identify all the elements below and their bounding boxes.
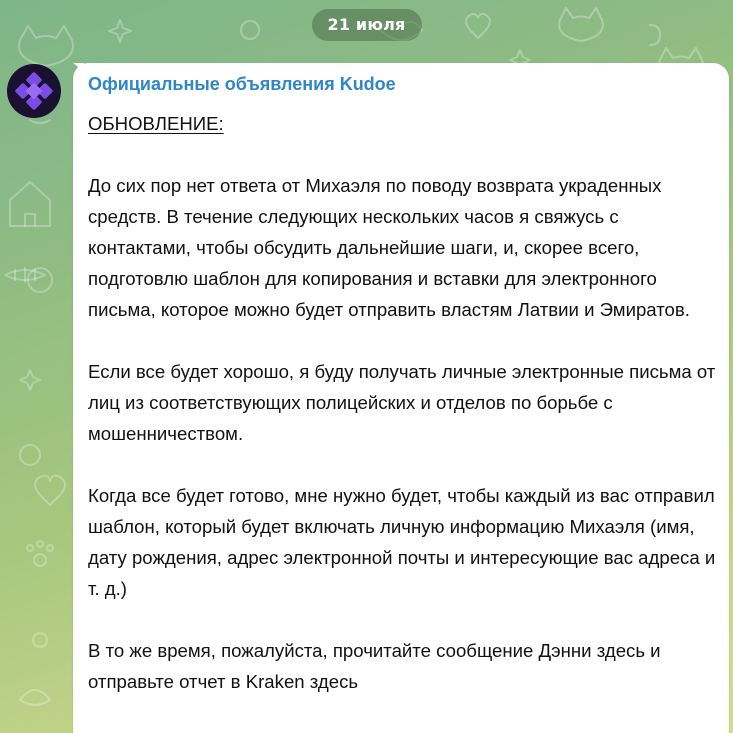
message-paragraph-2: Если все будет хорошо, я буду получать личные электронные письма от лиц из соответствующих полицейских и отделов по борьбе с мошенничеством. bbox=[88, 361, 716, 444]
message-heading: ОБНОВЛЕНИЕ: bbox=[88, 113, 224, 134]
message-paragraph-1: До сих пор нет ответа от Михаэля по поводу возврата украденных средств. В течение следующих нескольких часов я свяжусь с контактами, чтобы обсудить дальнейшие шаги, и, скорее всего, подготовлю шаблон для копирования и вставки для электронного письма, которое можно будет отправить властям Латвии и Эмиратов. bbox=[88, 175, 690, 320]
date-separator: 21 июля bbox=[312, 9, 422, 41]
message-bubble[interactable] bbox=[73, 63, 729, 733]
channel-avatar[interactable] bbox=[7, 64, 61, 118]
channel-name[interactable]: Официальные объявления Kudoe bbox=[88, 74, 396, 94]
message-text bbox=[88, 108, 718, 728]
message-paragraph-4: В то же время, пожалуйста, прочитайте сообщение Дэнни здесь и отправьте отчет в Kraken здесь bbox=[88, 640, 661, 692]
kudoe-logo-icon bbox=[15, 72, 53, 110]
message-paragraph-3: Когда все будет готово, мне нужно будет, чтобы каждый из вас отправил шаблон, который будет включать личную информацию Михаэля (имя, дату рождения, адрес электронной почты и интересующие вас адреса и т. д.) bbox=[88, 485, 716, 599]
